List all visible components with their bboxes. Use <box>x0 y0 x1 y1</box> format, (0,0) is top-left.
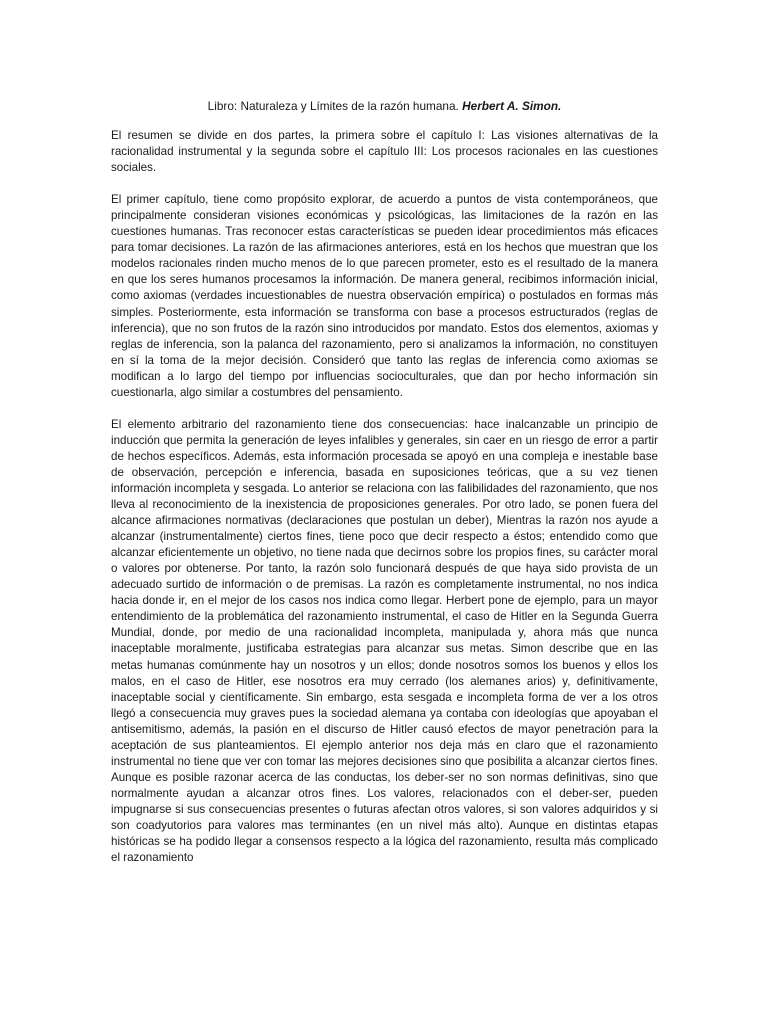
author-name: Herbert A. Simon. <box>462 99 562 113</box>
paragraph-chapter-one: El primer capítulo, tiene como propósito explorar, de acuerdo a puntos de vista contemporáneos, que principalmente consideran visiones económicas y psicológicas, las limitaciones de la razón en las cuestiones humanas. Tras reconocer estas características se pueden idear procedimientos más eficaces para tomar decisiones. La razón de las afirmaciones anteriores, está en los hechos que muestran que los modelos racionales rinden mucho menos de lo que parecen prometer, esto es el resultado de la manera en que los seres humanos procesamos la información. De manera general, recibimos información inicial, como axiomas (verdades incuestionables de nuestra observación empírica) o postulados en formas más simples. Posteriormente, esta información se transforma con base a procesos estructurados (reglas de inferencia), que no son frutos de la razón sino introducidos por mandato. Estos dos elementos, axiomas y reglas de inferencia, son la palanca del razonamiento, pero si analizamos la información, no constituyen en sí la toma de la mejor decisión. Consideró que tanto las reglas de inferencia como axiomas se modifican a lo largo del tiempo por influencias socioculturales, que dan por hecho información sin cuestionarla, algo similar a costumbres del pensamiento. <box>111 193 658 399</box>
paragraph-arbitrary-element: El elemento arbitrario del razonamiento tiene dos consecuencias: hace inalcanzable un principio de inducción que permita la generación de leyes infalibles y generales, sin caer en un riesgo de error a partir de hechos específicos. Además, esta información procesada se apoyó en una compleja e inestable base de observación, percepción e inferencia, basada en suposiciones teóricas, que a su vez tienen información incompleta y sesgada. Lo anterior se relaciona con las falibilidades del razonamiento, que nos lleva al reconocimiento de la inexistencia de proposiciones generales. Por otro lado, se ponen fuera del alcance afirmaciones normativas (declaraciones que postulan un deber), Mientras la razón nos ayude a alcanzar (instrumentalmente) ciertos fines, tiene poco que decir respecto a éstos; entendido como que alcanzar eficientemente un objetivo, no tiene nada que decirnos sobre los propios fines, su carácter moral o valores por obtenerse. Por tanto, la razón solo funcionará después de que haya sido provista de un adecuado surtido de información o de premisas. La razón es completamente instrumental, no nos indica hacia donde ir, en el mejor de los casos nos indica como llegar. Herbert pone de ejemplo, para un mayor entendimiento de la problemática del razonamiento instrumental, el caso de Hitler en la Segunda Guerra Mundial, donde, por medio de una racionalidad incompleta, manipulada y, ahora más que nunca inaceptable moralmente, justificaba estrategias para alcanzar sus metas. Simon describe que en las metas humanas comúnmente hay un nosotros y un ellos; donde nosotros somos los buenos y ellos los malos, en el caso de Hitler, ese nosotros era muy cerrado (los alemanes arios) y, definitivamente, inaceptable social y científicamente. Sin embargo, esta sesgada e incompleta forma de ver a los otros llegó a consecuencia muy graves pues la sociedad alemana ya contaba con ideologías que apoyaban el antisemitismo, además, la pasión en el discurso de Hitler causó efectos de mayor penetración para la aceptación de sus planteamientos. El ejemplo anterior nos deja más en claro que el razonamiento instrumental no tiene que ver con tomar las mejores decisiones sino que posibilita a alcanzar ciertos fines. Aunque es posible razonar acerca de las conductas, los deber-ser no son normas definitivas, sino que normalmente ayudan a alcanzar otros fines. Los valores, relacionados con el deber-ser, pueden impugnarse si sus consecuencias presentes o futuras afectan otros valores, si son valores adquiridos y si son coadyutorios para valores mas terminantes (en un nivel más alto). Aunque en distintas etapas históricas se ha podido llegar a consensos respecto a la lógica del razonamiento, resulta más complicado el razonamiento <box>111 417 658 865</box>
document-title <box>111 98 658 114</box>
document-page <box>111 98 658 866</box>
book-title: Libro: Naturaleza y Límites de la razón humana. <box>207 99 463 113</box>
paragraph-intro: El resumen se divide en dos partes, la primera sobre el capítulo I: Las visiones alternativas de la racionalidad instrumental y la segunda sobre el capítulo III: Los procesos racionales en las cuestiones sociales. <box>111 129 658 175</box>
